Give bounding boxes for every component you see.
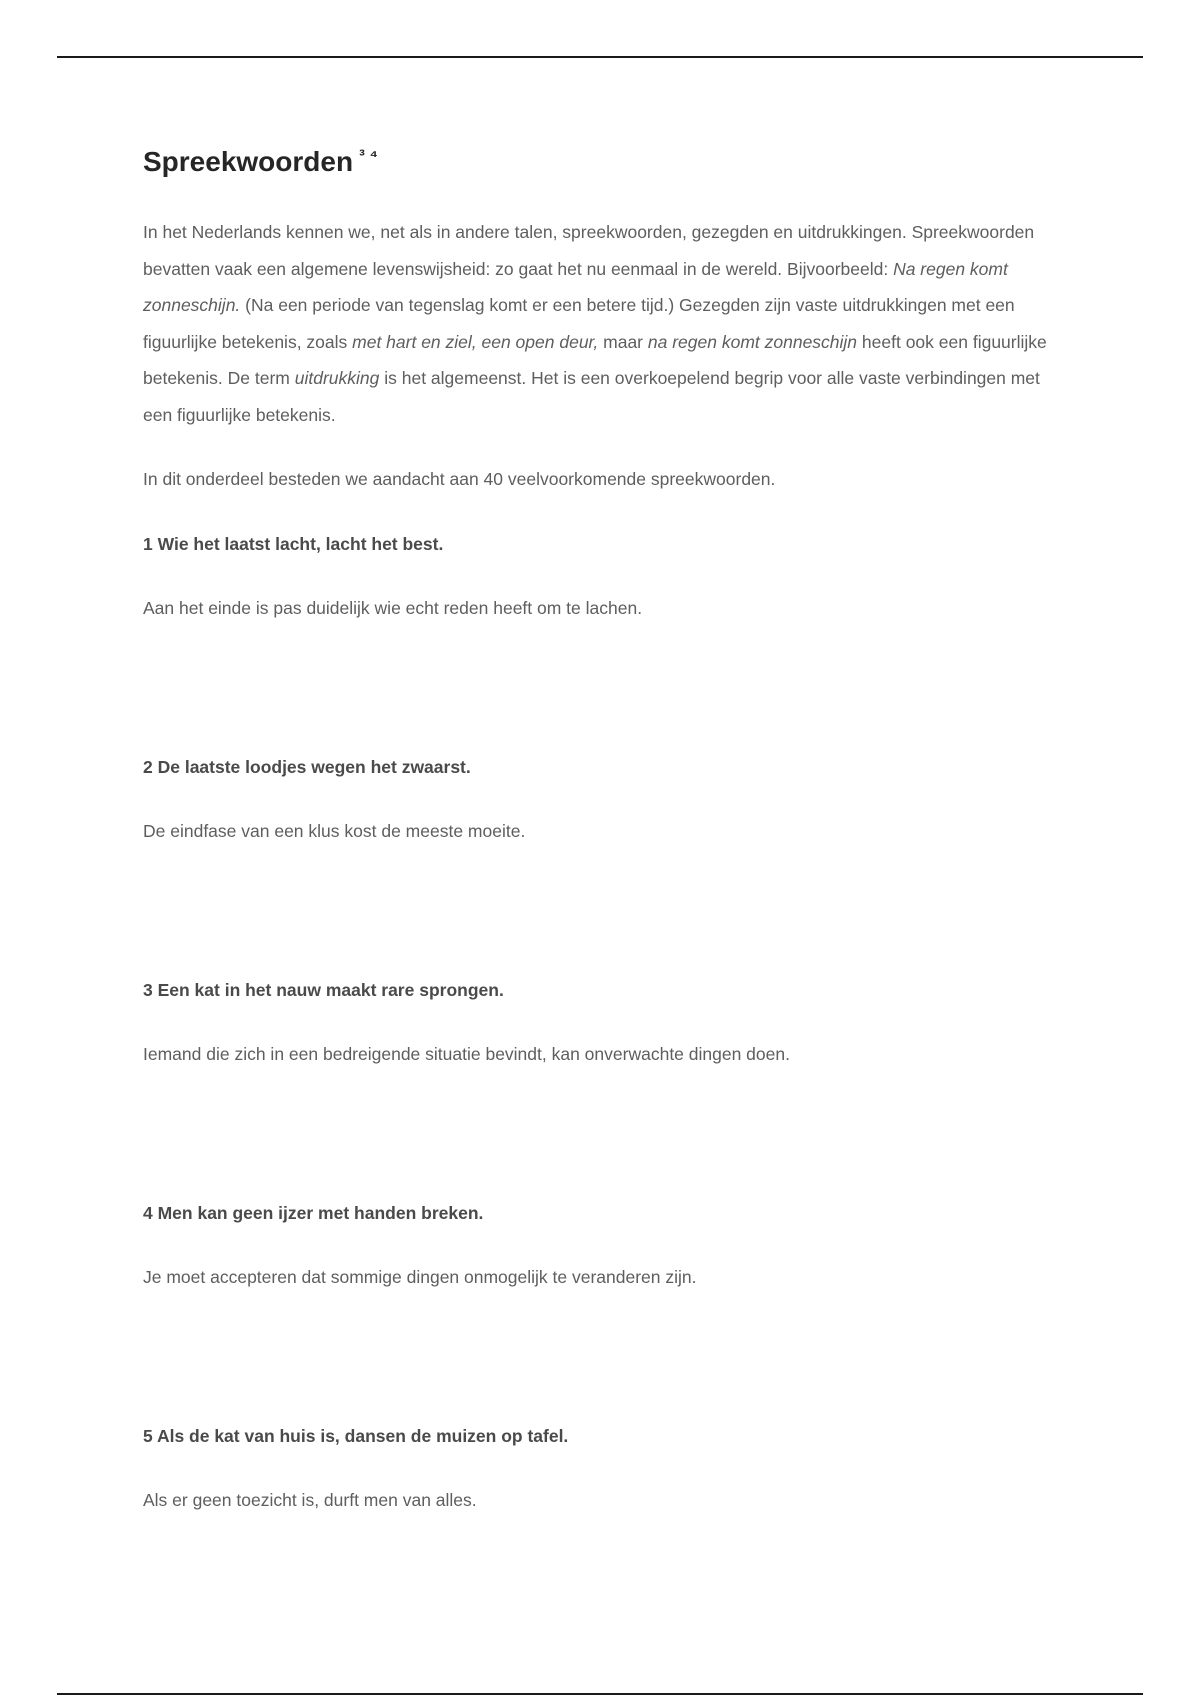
proverb-meaning: Iemand die zich in een bedreigende situatie bevindt, kan onverwachte dingen doen.	[143, 1044, 790, 1064]
intro-text-2: (Na een periode van tegenslag komt er een betere tijd.) Gezegden zijn vaste uitdrukkingen met een figuurlijke betekenis, zoals	[143, 295, 1015, 352]
intro-example-3: na regen komt zonneschijn	[647, 331, 858, 352]
footnote-references: ³ ⁴	[359, 146, 378, 165]
proverb-item	[143, 749, 1063, 850]
proverb-meaning: Je moet accepteren dat sommige dingen onmogelijk te veranderen zijn.	[143, 1267, 697, 1287]
proverb-heading: 1 Wie het laatst lacht, lacht het best.	[143, 533, 444, 554]
proverb-item	[143, 972, 1063, 1073]
proverb-heading: 5 Als de kat van huis is, dansen de muizen op tafel.	[143, 1425, 569, 1446]
proverb-heading: 4 Men kan geen ijzer met handen breken.	[143, 1202, 484, 1223]
intro-text-1: In het Nederlands kennen we, net als in andere talen, spreekwoorden, gezegden en uitdrukkingen. Spreekwoorden bevatten vaak een algemene levenswijsheid: zo gaat het nu eenmaal in de wereld. Bijvoorbeeld:	[143, 222, 1035, 279]
intro-paragraph	[143, 214, 1063, 433]
document-body	[143, 140, 1063, 1519]
intro-text-4: heeft ook een figuurlijke betekenis. De term	[143, 331, 1047, 388]
proverb-item	[143, 526, 1063, 627]
intro-term: uitdrukking	[294, 368, 380, 388]
proverb-heading: 3 Een kat in het nauw maakt rare sprongen.	[143, 979, 504, 1000]
proverb-item	[143, 1418, 1063, 1519]
page-title	[143, 140, 1063, 184]
intro-text-5: is het algemeenst. Het is een overkoepelend begrip voor alle vaste verbindingen met een figuurlijke betekenis.	[143, 368, 1040, 425]
intro-example-2: met hart en ziel, een open deur,	[352, 331, 599, 352]
proverb-item	[143, 1195, 1063, 1296]
proverb-heading: 2 De laatste loodjes wegen het zwaarst.	[143, 756, 471, 777]
top-rule	[57, 56, 1143, 58]
intro-text-3: maar	[598, 331, 648, 352]
intro-example-1: Na regen komt zonneschijn.	[143, 258, 1008, 315]
title-text: Spreekwoorden	[143, 146, 354, 177]
focus-paragraph: In dit onderdeel besteden we aandacht aan 40 veelvoorkomende spreekwoorden.	[143, 469, 776, 489]
bottom-rule	[57, 1693, 1143, 1695]
proverb-meaning: De eindfase van een klus kost de meeste moeite.	[143, 821, 526, 841]
proverb-meaning: Aan het einde is pas duidelijk wie echt reden heeft om te lachen.	[143, 598, 643, 618]
proverb-meaning: Als er geen toezicht is, durft men van alles.	[143, 1490, 477, 1510]
